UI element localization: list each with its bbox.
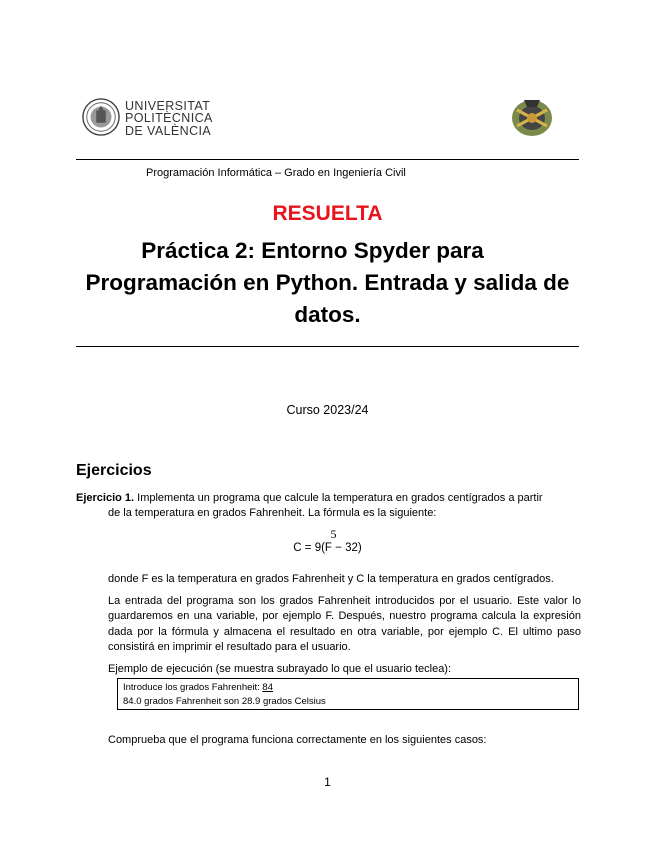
upv-seal-logo xyxy=(82,98,120,136)
engineering-emblem-logo xyxy=(507,92,557,140)
subject-line: Programación Informática – Grado en Ingeniería Civil xyxy=(146,167,406,179)
formula xyxy=(0,527,655,554)
title-divider xyxy=(76,346,579,347)
program-description: La entrada del programa son los grados Fahrenheit introducidos por el usuario. Este valor lo guardaremos en una variable, por ejemplo F. Después, nuestro programa calcula la expresión dada por la fórmula y almacena el resultado en otra variable, por ejemplo C. El ultimo paso consistirá en imprimir el resultado para el usuario. xyxy=(108,595,581,653)
university-line: POLITÈCNICA xyxy=(125,111,213,126)
page-title xyxy=(76,235,579,331)
console-line-input xyxy=(123,681,578,695)
university-name xyxy=(125,100,213,137)
formula-numerator: 5 xyxy=(330,527,337,541)
example-console xyxy=(117,678,579,710)
formula-explanation: donde F es la temperatura en grados Fahrenheit y C la temperatura en grados centígrados. xyxy=(108,573,554,585)
exercise-1-intro xyxy=(76,491,581,522)
console-user-input: 84 xyxy=(262,682,273,693)
example-label: Ejemplo de ejecución (se muestra subrayado lo que el usuario teclea): xyxy=(108,663,452,675)
course-year: Curso 2023/24 xyxy=(286,403,369,417)
section-heading: Ejercicios xyxy=(76,462,152,479)
console-output: 84.0 grados Fahrenheit son 28.9 grados Celsius xyxy=(123,696,326,707)
title-line: Práctica 2: Entorno Spyder para xyxy=(141,238,484,263)
university-line: DE VALÈNCIA xyxy=(125,123,212,138)
university-line: UNIVERSITAT xyxy=(125,99,211,113)
console-prompt: Introduce los grados Fahrenheit: xyxy=(123,682,263,693)
page-number: 1 xyxy=(324,775,331,789)
exercise-intro-first: Implementa un programa que calcule la temperatura en grados centígrados a partir xyxy=(137,492,543,504)
header-divider xyxy=(76,159,579,160)
exercise-intro-rest: de la temperatura en grados Fahrenheit. La fórmula es la siguiente: xyxy=(108,507,437,520)
resolved-label: RESUELTA xyxy=(272,202,383,225)
check-cases-text: Comprueba que el programa funciona correctamente en los siguientes casos: xyxy=(108,734,487,746)
title-line: Programación en Python. Entrada y salida de datos. xyxy=(85,270,570,327)
exercise-label: Ejercicio 1. xyxy=(76,492,135,504)
formula-expression: C = 9(F − 32) xyxy=(293,542,362,554)
